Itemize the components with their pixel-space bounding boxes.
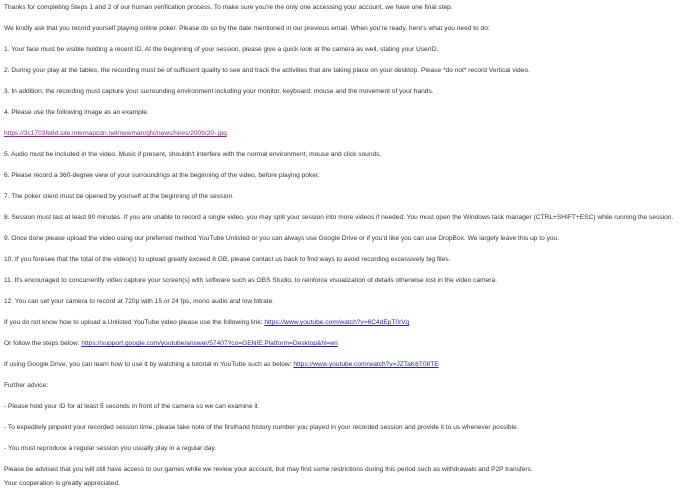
intro-paragraph: Thanks for completing Steps 1 and 2 of our human verification process. To make sure you're the only one accessing your account, we have one final step. [4, 4, 453, 11]
example-image-link[interactable]: https://3c1703fe8d.site.internapcdn.net/newman/gfx/news/hires/2009/20-.jpg [4, 130, 227, 137]
advice-3: - You must reproduce a regular session you usually play in a regular day. [4, 445, 217, 452]
step-1: 1. Your face must be visible holding a recent ID. At the beginning of your session, please give a quick look at the camera as well, stating your UserID. [4, 46, 439, 53]
advice-2: - To expeditely pinpoint your recorded session time, please take note of the firsthand history number you played in your recorded session and provide it to us whenever possible. [4, 424, 519, 431]
closing-line: Your cooperation is greatly appreciated. [4, 480, 120, 487]
step-7: 7. The poker client must be opened by yourself at the beginning of the session. [4, 193, 235, 200]
step-8: 8. Session must last at least 90 minutes. If you are unable to record a single video, you may split your session into more videos if needed. You must open the Windows task manager (CTRL+SHIFT+ESC) while running the session. [4, 214, 674, 221]
youtube-upload-link[interactable]: https://www.youtube.com/watch?v=6C4dEpT0rVg [264, 319, 410, 326]
google-drive-text: If using Google Drive, you can learn how to use it by watching a tutorial in YouTube such as below: [4, 361, 294, 368]
example-image-line [4, 129, 227, 138]
youtube-upload-line [4, 318, 409, 327]
step-2: 2. During your play at the tables, the recording must be of sufficient quality to see and track the activities that are taking place on your desktop. Please *do not* record Vertical video. [4, 67, 530, 74]
google-drive-line [4, 360, 439, 369]
steps-below-text: Or follow the steps below: [4, 340, 82, 347]
request-paragraph: We kindly ask that you record yourself playing online poker. Please do so by the date mentioned in our previous email. When you're ready, here's what you need to do: [4, 25, 490, 32]
access-note: Please be advised that you will still have access to our games while we review your account, but may find some restrictions during this period such as withdrawals and P2P transfers. [4, 466, 533, 473]
step-11: 11. It's encouraged to concurrently video capture your screen(s) with software such as OBS Studio, to reinforce visualization of details otherwise lost in the video camera. [4, 277, 497, 284]
step-10: 10. If you foresee that the total of the video(s) to upload greatly exceed 8 GB, please contact us back to find ways to avoid recording excessively big files. [4, 256, 451, 263]
youtube-upload-text: If you do not know how to upload a Unlisted YouTube video please use the following link: [4, 319, 265, 326]
steps-below-line [4, 339, 338, 348]
google-drive-tutorial-link[interactable]: https://www.youtube.com/watch?v=JZTaK6T08TE [293, 361, 439, 368]
advice-1: - Please hold your ID for at least 5 seconds in front of the camera so we can examine it. [4, 403, 260, 410]
step-4: 4. Please use the following image as an example. [4, 109, 149, 116]
step-12: 12. You can set your camera to record at 720p with 15 or 24 fps, mono audio and low bitrate. [4, 298, 275, 305]
step-3: 3. In addition, the recording must capture your surrounding environment including your monitor, keyboard, mouse and the movement of your hands. [4, 88, 434, 95]
step-9: 9. Once done please upload the video using our preferred method YouTube Unlisted or you can always use Google Drive or if you'd like you can use DropBox. We largely leave this up to you. [4, 235, 560, 242]
further-advice-heading: Further advice: [4, 382, 48, 389]
google-support-link[interactable]: https://support.google.com/youtube/answer/57407?co=GENIE.Platform=Desktop&hl=en [81, 340, 338, 347]
step-6: 6. Please record a 360-degree view of your surroundings at the beginning of the video, before playing poker. [4, 172, 320, 179]
step-5: 5. Audio must be included in the video. Music if present, shouldn't interfere with the normal environment, mouse and click sounds. [4, 151, 382, 158]
